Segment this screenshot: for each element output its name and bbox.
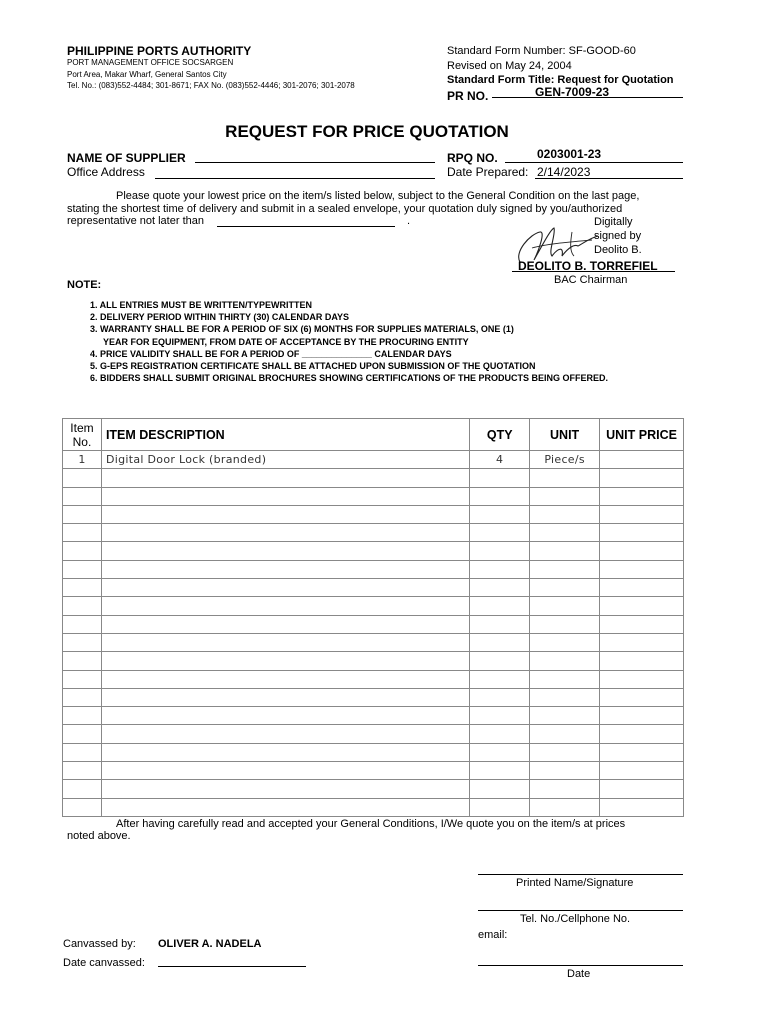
note-item: 4. PRICE VALIDITY SHALL BE FOR A PERIOD OF ______________ CALENDAR DAYS	[90, 348, 452, 359]
table-cell[interactable]	[600, 798, 684, 816]
table-cell[interactable]	[530, 743, 600, 761]
table-cell[interactable]	[63, 652, 102, 670]
table-row	[63, 487, 684, 505]
table-row	[63, 725, 684, 743]
table-cell[interactable]	[530, 725, 600, 743]
closing-line-2: noted above.	[67, 830, 131, 842]
table-cell[interactable]	[63, 725, 102, 743]
table-row	[63, 597, 684, 615]
table-cell[interactable]	[600, 670, 684, 688]
table-cell[interactable]	[63, 524, 102, 542]
supplier-name-label: NAME OF SUPPLIER	[67, 151, 186, 165]
table-cell[interactable]	[63, 688, 102, 706]
table-cell[interactable]	[63, 597, 102, 615]
printed-name-label: Printed Name/Signature	[516, 877, 634, 889]
table-row	[63, 670, 684, 688]
table-cell[interactable]	[470, 743, 530, 761]
table-cell[interactable]	[600, 743, 684, 761]
table-cell[interactable]	[63, 798, 102, 816]
table-cell[interactable]	[470, 725, 530, 743]
header-item-line-2: No.	[72, 434, 92, 449]
table-cell[interactable]	[600, 487, 684, 505]
table-cell[interactable]	[101, 505, 469, 523]
header-qty: QTY	[470, 419, 530, 451]
org-name: PHILIPPINE PORTS AUTHORITY	[67, 44, 252, 58]
table-cell[interactable]	[600, 707, 684, 725]
table-cell[interactable]	[63, 505, 102, 523]
header-item-line-1: Item	[70, 420, 94, 435]
table-row	[63, 524, 684, 542]
header-unit: UNIT	[530, 419, 600, 451]
table-cell[interactable]	[530, 633, 600, 651]
table-cell[interactable]	[600, 762, 684, 780]
cell-qty: 4	[470, 451, 530, 469]
table-cell[interactable]	[530, 505, 600, 523]
table-cell[interactable]	[470, 707, 530, 725]
table-cell[interactable]	[63, 670, 102, 688]
header-description: ITEM DESCRIPTION	[101, 419, 469, 451]
table-cell[interactable]	[470, 597, 530, 615]
page-title: REQUEST FOR PRICE QUOTATION	[225, 122, 509, 141]
table-cell[interactable]	[101, 597, 469, 615]
table-cell[interactable]	[530, 487, 600, 505]
header-unit-price: UNIT PRICE	[600, 419, 684, 451]
table-cell[interactable]	[600, 469, 684, 487]
table-cell[interactable]	[63, 542, 102, 560]
printed-name-field[interactable]	[478, 874, 683, 875]
table-cell[interactable]	[470, 505, 530, 523]
office-address: Port Area, Makar Wharf, General Santos City	[67, 70, 227, 79]
signatory-name: DEOLITO B. TORREFIEL	[518, 259, 658, 273]
table-row	[63, 743, 684, 761]
closing-line-1: After having carefully read and accepted your General Conditions, I/We quote you on the item/s at prices	[116, 818, 626, 830]
table-row	[63, 798, 684, 816]
date-prepared-value: 2/14/2023	[537, 165, 591, 179]
rpq-line	[505, 162, 683, 163]
instructions-line-3-end: .	[407, 215, 411, 227]
table-row	[63, 688, 684, 706]
instructions-line-2: stating the shortest time of delivery and submit in a sealed envelope, your quotation duly signed by you/authorized	[67, 203, 623, 215]
table-row	[63, 560, 684, 578]
tel-label: Tel. No./Cellphone No.	[520, 913, 631, 925]
table-row	[63, 652, 684, 670]
table-cell[interactable]	[470, 780, 530, 798]
table-cell[interactable]	[470, 688, 530, 706]
table-cell[interactable]	[600, 725, 684, 743]
note-item: 5. G-EPS REGISTRATION CERTIFICATE SHALL BE ATTACHED UPON SUBMISSION OF THE QUOTATION	[90, 361, 536, 372]
table-cell[interactable]	[63, 579, 102, 597]
table-cell[interactable]	[63, 743, 102, 761]
table-cell[interactable]	[600, 597, 684, 615]
table-row	[63, 633, 684, 651]
cell-description: Digital Door Lock (branded)	[101, 451, 469, 469]
table-cell[interactable]	[470, 633, 530, 651]
blank-rows	[63, 469, 684, 817]
table-cell[interactable]	[63, 633, 102, 651]
table-cell[interactable]	[63, 469, 102, 487]
table-cell[interactable]	[101, 615, 469, 633]
deadline-field[interactable]	[217, 226, 395, 227]
signatory-line	[512, 271, 675, 272]
table-cell[interactable]	[101, 798, 469, 816]
table-cell[interactable]	[101, 524, 469, 542]
table-cell[interactable]	[101, 560, 469, 578]
table-row	[63, 451, 684, 469]
table-cell[interactable]	[101, 469, 469, 487]
table-cell[interactable]	[600, 505, 684, 523]
office-address-label: Office Address	[67, 165, 145, 179]
table-cell[interactable]	[101, 652, 469, 670]
date-label: Date	[567, 968, 591, 980]
table-cell[interactable]	[600, 542, 684, 560]
table-cell[interactable]	[600, 579, 684, 597]
table-cell[interactable]	[530, 597, 600, 615]
table-cell[interactable]	[63, 707, 102, 725]
supplier-name-field[interactable]	[195, 162, 435, 163]
table-cell[interactable]	[470, 615, 530, 633]
table-cell[interactable]	[101, 743, 469, 761]
table-cell[interactable]	[600, 524, 684, 542]
header-item-no	[63, 419, 102, 451]
note-label: NOTE:	[67, 279, 102, 291]
table-cell[interactable]	[530, 762, 600, 780]
canvassed-by-value: OLIVER A. NADELA	[158, 938, 262, 950]
table-cell[interactable]	[63, 487, 102, 505]
table-cell[interactable]	[600, 780, 684, 798]
table-row	[63, 780, 684, 798]
table-row	[63, 505, 684, 523]
instructions-line-3: representative not later than	[67, 215, 204, 227]
table-cell[interactable]	[530, 615, 600, 633]
table-cell[interactable]	[530, 579, 600, 597]
digital-sign-line-3: Deolito B.	[594, 244, 642, 256]
table-cell[interactable]	[530, 798, 600, 816]
email-label: email:	[478, 929, 508, 941]
table-cell[interactable]	[600, 652, 684, 670]
table-cell[interactable]	[530, 670, 600, 688]
instructions-line-1: Please quote your lowest price on the item/s listed below, subject to the General Condition on the last page,	[116, 190, 640, 202]
digital-sign-line-2: signed by	[594, 230, 642, 242]
rpq-label: RPQ NO.	[447, 151, 498, 165]
table-cell[interactable]	[470, 524, 530, 542]
table-row	[63, 615, 684, 633]
table-cell[interactable]	[530, 560, 600, 578]
note-item: 2. DELIVERY PERIOD WITHIN THIRTY (30) CALENDAR DAYS	[90, 312, 350, 323]
table-cell[interactable]	[530, 688, 600, 706]
note-item: 6. BIDDERS SHALL SUBMIT ORIGINAL BROCHURES SHOWING CERTIFICATIONS OF THE PRODUCTS BEING OFFERED.	[90, 373, 609, 384]
table-cell[interactable]	[470, 652, 530, 670]
form-revised: Revised on May 24, 2004	[447, 60, 572, 72]
table-cell[interactable]	[63, 780, 102, 798]
date-canvassed-field[interactable]	[158, 966, 306, 967]
notes-list	[90, 299, 608, 384]
table-cell[interactable]	[530, 524, 600, 542]
table-cell[interactable]	[530, 780, 600, 798]
table-cell[interactable]	[530, 707, 600, 725]
table-row	[63, 579, 684, 597]
table-cell[interactable]	[470, 542, 530, 560]
table-cell[interactable]	[63, 615, 102, 633]
table-cell[interactable]	[101, 688, 469, 706]
table-cell[interactable]	[470, 762, 530, 780]
table-cell[interactable]	[101, 579, 469, 597]
table-cell[interactable]	[600, 633, 684, 651]
cell-item-no: 1	[63, 451, 102, 469]
items-table	[62, 418, 684, 817]
table-cell[interactable]	[470, 670, 530, 688]
date-prepared-label: Date Prepared:	[447, 165, 529, 179]
digital-sign-line-1: Digitally	[594, 216, 633, 228]
signatory-position: BAC Chairman	[554, 274, 628, 286]
table-cell[interactable]	[470, 469, 530, 487]
form-number: Standard Form Number: SF-GOOD-60	[447, 45, 636, 57]
table-cell[interactable]	[530, 469, 600, 487]
note-item: YEAR FOR EQUIPMENT, FROM DATE OF ACCEPTANCE BY THE PROCURING ENTITY	[103, 336, 469, 347]
table-cell[interactable]	[530, 542, 600, 560]
note-item: 1. ALL ENTRIES MUST BE WRITTEN/TYPEWRITTEN	[90, 300, 313, 310]
table-row	[63, 469, 684, 487]
office-name: PORT MANAGEMENT OFFICE SOCSARGEN	[67, 58, 234, 67]
table-cell[interactable]	[101, 780, 469, 798]
form-title: Standard Form Title: Request for Quotation	[447, 74, 674, 86]
table-cell[interactable]	[600, 688, 684, 706]
table-cell[interactable]	[600, 615, 684, 633]
table-cell[interactable]	[600, 560, 684, 578]
rpq-value: 0203001-23	[537, 147, 602, 161]
table-cell[interactable]	[101, 487, 469, 505]
note-item: 3. WARRANTY SHALL BE FOR A PERIOD OF SIX (6) MONTHS FOR SUPPLIES MATERIALS, ONE (1)	[90, 324, 514, 335]
table-cell[interactable]	[470, 579, 530, 597]
cell-unit-price[interactable]	[600, 451, 684, 469]
table-row	[63, 542, 684, 560]
tel-field[interactable]	[478, 910, 683, 911]
office-address-field[interactable]	[155, 178, 435, 179]
table-cell[interactable]	[470, 798, 530, 816]
cell-unit: Piece/s	[530, 451, 600, 469]
table-cell[interactable]	[101, 725, 469, 743]
table-cell[interactable]	[101, 762, 469, 780]
table-row	[63, 762, 684, 780]
table-cell[interactable]	[101, 633, 469, 651]
table-cell[interactable]	[101, 670, 469, 688]
table-header-row	[63, 419, 684, 451]
office-contact: Tel. No.: (083)552-4484; 301-8671; FAX No. (083)552-4446; 301-2076; 301-2078	[67, 81, 355, 90]
table-cell[interactable]	[470, 487, 530, 505]
table-cell[interactable]	[101, 542, 469, 560]
canvassed-by-label: Canvassed by:	[63, 938, 136, 950]
pr-value: GEN-7009-23	[535, 85, 610, 99]
table-row	[63, 707, 684, 725]
date-field[interactable]	[478, 965, 683, 966]
pr-label: PR NO.	[447, 89, 489, 103]
table-cell[interactable]	[530, 652, 600, 670]
table-cell[interactable]	[101, 707, 469, 725]
table-cell[interactable]	[63, 762, 102, 780]
table-cell[interactable]	[470, 560, 530, 578]
table-cell[interactable]	[63, 560, 102, 578]
date-canvassed-label: Date canvassed:	[63, 957, 145, 969]
